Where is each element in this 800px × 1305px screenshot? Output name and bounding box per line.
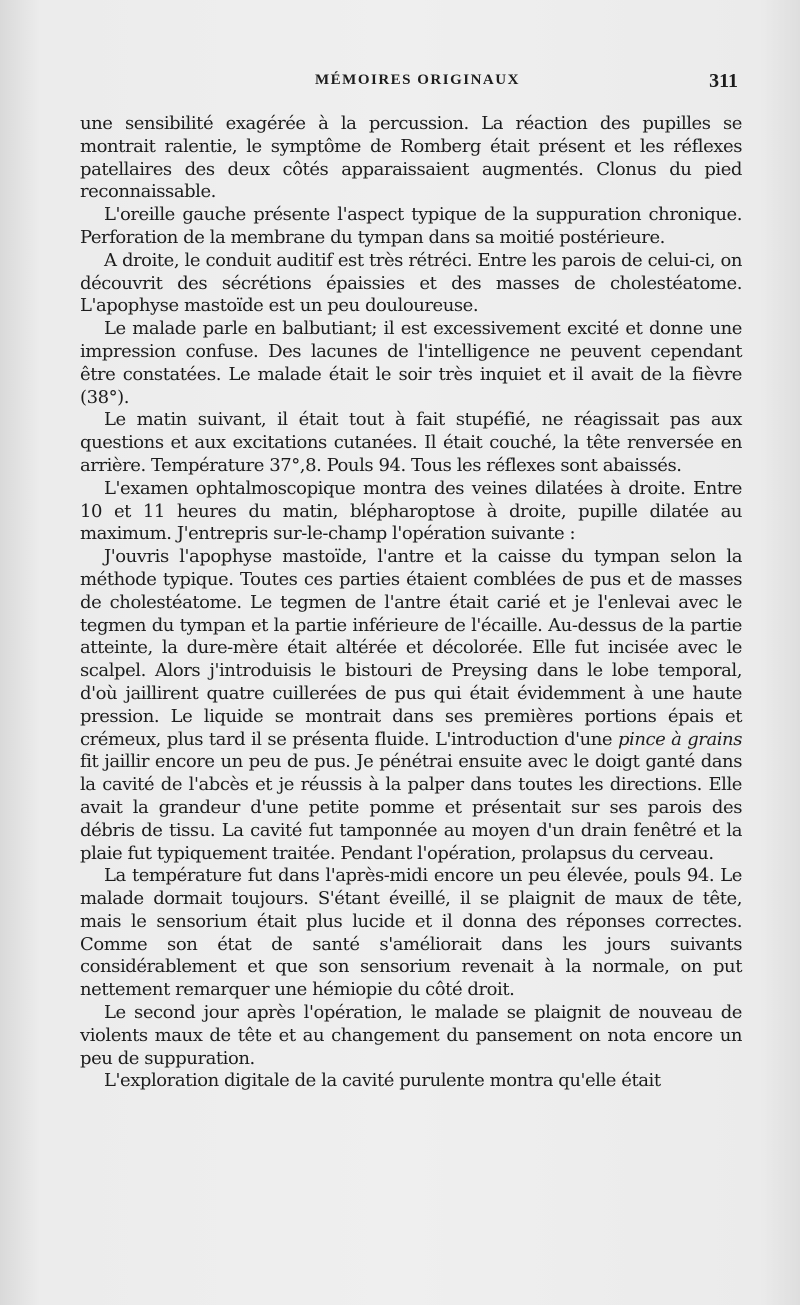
paragraph-4: Le malade parle en balbutiant; il est excessivement excité et donne une impression confuse. Des lacunes de l'intelligence ne peuvent cependant être constatées. Le malade était le soir très inquiet et il avait de la fièvre (38°). [80,318,742,408]
paragraph-1: une sensibilité exagérée à la percussion. La réaction des pupilles se montrait ralentie, le symptôme de Romberg était présent et les réflexes patellaires des deux côtés apparaissaient augmentés. Clonus du pied reconnaissable. [80,113,742,203]
paragraph-5: Le matin suivant, il était tout à fait stupéfié, ne réagissait pas aux questions et aux excitations cutanées. Il était couché, la tête renversée en arrière. Température 37°,8. Pouls 94. Tous les réflexes sont abaissés. [80,409,742,476]
running-title: MÉMOIRES ORIGINAUX [315,72,520,88]
italic-term: pince à grains [617,728,742,750]
paragraph-3: A droite, le conduit auditif est très rétréci. Entre les parois de celui-ci, on découvrit des sécrétions épaissies et des masses de cholestéatome. L'apophyse mastoïde est un peu douloureuse. [80,249,742,317]
paragraph-8: La température fut dans l'après-midi encore un peu élevée, pouls 94. Le malade dormait toujours. S'étant éveillé, il se plaignit de maux de tête, mais le sensorium était plus lucide et il donna des réponses correctes. Comme son état de santé s'améliorait dans les jours suivants considérablement et que son sensorium revenait à la normale, on put nettement remarquer une hémiopie du côté droit. [80,865,742,1001]
page-number: 311 [709,70,738,92]
paragraph-7-text-before: J'ouvris l'apophyse mastoïde, l'antre et la caisse du tympan selon la méthode typique. Toutes ces parties étaient comblées de pus et de masses de cholestéatome. Le tegmen de l'antre était carié et je l'enlevai avec le tegmen du tympan et la partie inférieure de l'écaille. Au-dessus de la partie atteinte, la dure-mère était altérée et décolorée. Elle fut incisée avec le scalpel. Alors j'introduisis le bistouri de Preysing dans le lobe temporal, d'où jaillirent quatre cuillerées de pus qui était évidemment à une haute pression. Le liquide se montrait dans ses premières portions épais et crémeux, plus tard il se présenta fluide. L'introduction d'une [80,546,742,750]
paragraph-9: Le second jour après l'opération, le malade se plaignit de nouveau de violents maux de tête et au changement du pansement on nota encore un peu de suppuration. [80,1002,742,1069]
page-header [80,72,738,98]
paragraph-10: L'exploration digitale de la cavité purulente montra qu'elle était [104,1070,661,1092]
paragraph-6: L'examen ophtalmoscopique montra des veines dilatées à droite. Entre 10 et 11 heures du matin, blépharoptose à droite, pupille dilatée au maximum. J'entrepris sur-le-champ l'opération suivante : [80,477,742,545]
body-text [80,113,742,1093]
paragraph-7 [80,546,742,865]
paragraph-7-text-after: fit jaillir encore un peu de pus. Je pénétrai ensuite avec le doigt ganté dans la cavité de l'abcès et je réussis à la palper dans toutes les directions. Elle avait la grandeur d'une petite pomme et présentait sur ses parois des débris de tissu. La cavité fut tamponnée au moyen d'un drain fenêtré et la plaie fut typiquement traitée. Pendant l'opération, prolapsus du cerveau. [80,751,742,864]
paragraph-2: L'oreille gauche présente l'aspect typique de la suppuration chronique. Perforation de la membrane du tympan dans sa moitié postérieure. [80,204,742,248]
